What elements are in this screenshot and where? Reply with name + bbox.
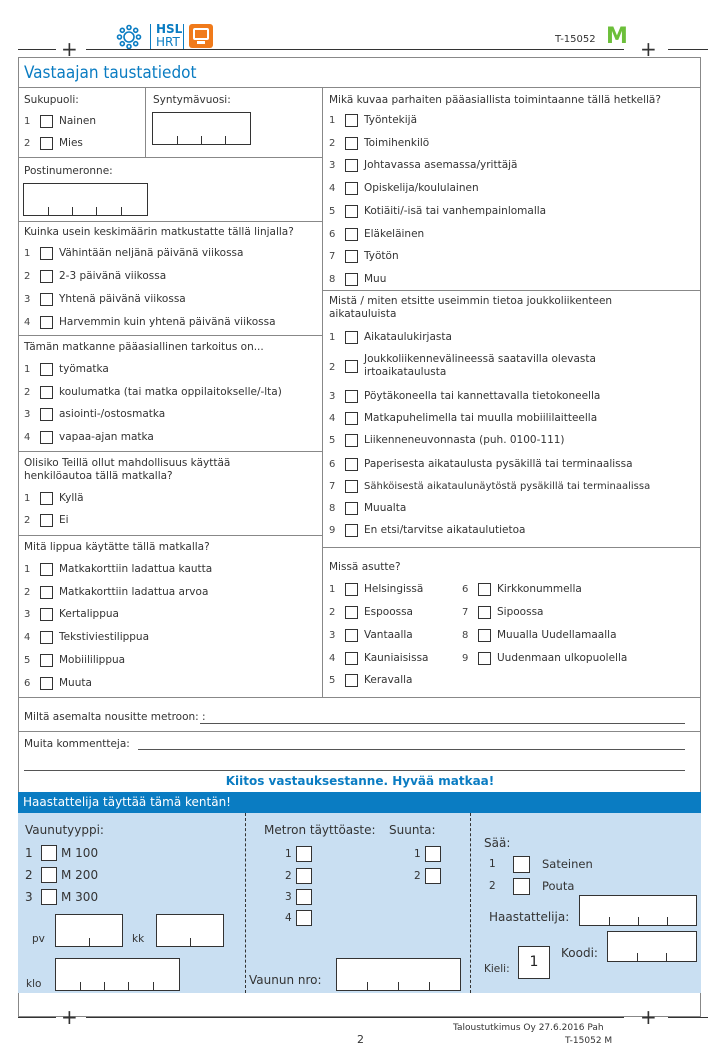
purpose-option-3[interactable]: 3 asiointi-/ostosmatka [24,408,166,420]
car-option-1[interactable]: 1 Kyllä [24,492,84,504]
checkbox[interactable] [345,629,358,642]
frequency-option-3[interactable]: 3 Yhtenä päivänä viikossa [24,293,186,305]
comments-input-line-2[interactable] [24,770,685,771]
checkbox[interactable] [40,386,53,399]
page-number: 2 [357,1033,364,1046]
checkbox[interactable] [345,137,358,150]
crop-mark: + [640,1005,657,1029]
checkbox[interactable] [345,674,358,687]
checkbox[interactable] [345,524,358,537]
activity-option-3[interactable]: 3 Johtavassa asemassa/yrittäjä [329,159,518,171]
weather-label: Sää: [484,836,511,850]
car-type-option-2[interactable]: 2 M 200 [25,868,99,882]
checkbox[interactable] [345,228,358,241]
activity-question: Mikä kuvaa parhaiten pääasiallista toimintaanne tällä hetkellä? [329,94,661,106]
station-label: Miltä asemalta nousitte metroon: : [24,711,206,723]
time-label: klo [26,978,42,990]
comments-label: Muita kommentteja: [24,738,130,750]
checkbox[interactable] [40,514,53,527]
info-option-7[interactable]: 7 Sähköisestä aikataulunäytöstä pysäkillä tai terminaalissa [329,480,651,492]
residence-option-6[interactable]: 6 Kirkkonummella [462,583,582,595]
day-input[interactable] [55,914,123,947]
checkbox[interactable] [40,608,53,621]
residence-option-9[interactable]: 9 Uudenmaan ulkopuolella [462,652,628,664]
checkbox[interactable] [40,677,53,690]
month-input[interactable] [156,914,224,947]
checkbox[interactable] [40,316,53,329]
car-question-line2: henkilöautoa tällä matkalla? [24,470,173,482]
checkbox[interactable] [345,434,358,447]
checkbox[interactable] [345,390,358,403]
gender-option-2[interactable]: 2 Mies [24,137,83,149]
metro-icon [189,24,213,48]
purpose-option-4[interactable]: 4 vapaa-ajan matka [24,431,154,443]
ticket-option-1[interactable]: 1 Matkakorttiin ladattua kautta [24,563,213,575]
checkbox[interactable] [345,412,358,425]
checkbox[interactable] [345,182,358,195]
checkbox[interactable] [40,431,53,444]
frequency-option-4[interactable]: 4 Harvemmin kuin yhtenä päivänä viikossa [24,316,276,328]
checkbox[interactable] [296,846,312,862]
language-input[interactable]: 1 [518,946,550,979]
weather-option-2[interactable]: 2 Pouta [489,879,575,893]
checkbox[interactable] [345,331,358,344]
car-type-option-1[interactable]: 1 M 100 [25,846,99,860]
footer-company: Taloustutkimus Oy 27.6.2016 Pah [453,1023,604,1033]
checkbox[interactable] [478,583,491,596]
info-option-8[interactable]: 8 Muualta [329,502,407,514]
time-input[interactable] [55,958,180,991]
car-number-label: Vaunun nro: [249,973,322,987]
crop-mark: + [61,1005,78,1029]
direction-option-2[interactable]: 2 [414,868,441,884]
gender-label: Sukupuoli: [24,94,79,106]
thanks-text: Kiitos vastauksestanne. Hyvää matkaa! [225,774,495,788]
birth-year-label: Syntymävuosi: [153,94,231,106]
station-input[interactable] [200,723,685,724]
ticket-option-4[interactable]: 4 Tekstiviestilippua [24,631,150,643]
checkbox[interactable] [478,629,491,642]
logo-text-hsl: HSL [156,22,183,36]
residence-option-7[interactable]: 7 Sipoossa [462,606,544,618]
activity-option-2[interactable]: 2 Toimihenkilö [329,137,430,149]
checkbox[interactable] [345,502,358,515]
checkbox[interactable] [345,205,358,218]
checkbox[interactable] [296,868,312,884]
activity-option-4[interactable]: 4 Opiskelija/koululainen [329,182,479,194]
occupancy-option-2[interactable]: 2 [285,868,312,884]
interviewer-label: Haastattelija: [489,910,570,924]
activity-option-7[interactable]: 7 Työtön [329,250,399,262]
car-type-option-3[interactable]: 3 M 300 [25,890,99,904]
gender-option-1[interactable]: 1 Nainen [24,115,96,127]
crop-mark: + [61,37,78,61]
car-type-label: Vaunutyyppi: [25,823,104,837]
checkbox[interactable] [345,114,358,127]
checkbox[interactable] [40,408,53,421]
checkbox[interactable] [40,293,53,306]
residence-option-3[interactable]: 3 Vantaalla [329,629,413,641]
purpose-question: Tämän matkanne pääasiallinen tarkoitus on... [24,341,264,353]
occupancy-label: Metron täyttöaste: [264,823,376,837]
checkbox[interactable] [296,910,312,926]
checkbox[interactable] [41,889,57,905]
crop-mark: + [640,37,657,61]
ticket-option-2[interactable]: 2 Matkakorttiin ladattua arvoa [24,586,209,598]
info-option-1[interactable]: 1 Aikataulukirjasta [329,331,452,343]
info-option-9[interactable]: 9 En etsi/tarvitse aikataulutietoa [329,524,526,536]
info-question-line2: aikatauluista [329,308,397,320]
checkbox[interactable] [40,137,53,150]
form-letter: M [606,24,628,49]
postal-input[interactable] [23,183,148,216]
frequency-option-1[interactable]: 1 Vähintään neljänä päivänä viikossa [24,247,244,259]
info-option-6[interactable]: 6 Paperisesta aikataulusta pysäkillä tai terminaalissa [329,458,633,470]
residence-option-4[interactable]: 4 Kauniaisissa [329,652,429,664]
checkbox[interactable] [345,652,358,665]
checkbox[interactable] [40,563,53,576]
logo-text-hrt: HRT [156,35,180,49]
checkbox[interactable] [40,363,53,376]
day-label: pv [32,933,45,945]
checkbox[interactable] [425,868,441,884]
checkbox[interactable] [513,878,530,895]
activity-option-1[interactable]: 1 Työntekijä [329,114,417,126]
car-question-line1: Olisiko Teillä ollut mahdollisuus käyttää [24,457,231,469]
occupancy-option-1[interactable]: 1 [285,846,312,862]
checkbox[interactable] [40,115,53,128]
purpose-option-2[interactable]: 2 koulumatka (tai matka oppilaitokselle/-lta) [24,386,282,398]
activity-option-5[interactable]: 5 Kotiäiti/-isä tai vanhempainlomalla [329,205,547,217]
frequency-question: Kuinka usein keskimäärin matkustatte tällä linjalla? [24,226,294,238]
occupancy-option-3[interactable]: 3 [285,889,312,905]
info-option-3[interactable]: 3 Pöytäkoneella tai kannettavalla tietokoneella [329,390,601,402]
comments-input-line-1[interactable] [138,749,685,750]
checkbox[interactable] [345,250,358,263]
postal-label: Postinumeronne: [24,165,113,177]
checkbox[interactable] [40,586,53,599]
checkbox[interactable] [345,606,358,619]
checkbox[interactable] [40,631,53,644]
direction-label: Suunta: [389,823,436,837]
form-code: T-15052 [555,34,596,45]
activity-option-6[interactable]: 6 Eläkeläinen [329,228,425,240]
checkbox[interactable] [345,480,358,493]
ticket-question: Mitä lippua käytätte tällä matkalla? [24,541,210,553]
page-title: Vastaajan taustatiedot [24,63,197,83]
occupancy-option-4[interactable]: 4 [285,910,312,926]
car-option-2[interactable]: 2 Ei [24,514,69,526]
info-option-4[interactable]: 4 Matkapuhelimella tai muulla mobiililaitteella [329,412,598,424]
checkbox[interactable] [513,856,530,873]
birth-year-input[interactable] [152,112,251,145]
checkbox[interactable] [345,159,358,172]
sun-icon [116,24,142,50]
hsl-logo [116,22,236,52]
checkbox[interactable] [345,273,358,286]
checkbox[interactable] [41,845,57,861]
language-label: Kieli: [484,963,510,975]
interviewer-header: Haastattelija täyttää tämä kentän! [18,792,701,813]
checkbox[interactable] [345,360,358,373]
car-number-input[interactable] [336,958,461,991]
checkbox[interactable] [296,889,312,905]
code-label: Koodi: [561,946,598,960]
checkbox[interactable] [40,654,53,667]
direction-option-1[interactable]: 1 [414,846,441,862]
checkbox[interactable] [41,867,57,883]
purpose-option-1[interactable]: 1 työmatka [24,363,109,375]
checkbox[interactable] [478,606,491,619]
code-input[interactable] [607,931,697,962]
checkbox[interactable] [40,247,53,260]
checkbox[interactable] [478,652,491,665]
month-label: kk [132,933,145,945]
residence-option-2[interactable]: 2 Espoossa [329,606,413,618]
ticket-option-5[interactable]: 5 Mobiililippua [24,654,126,666]
checkbox[interactable] [40,270,53,283]
ticket-option-3[interactable]: 3 Kertalippua [24,608,119,620]
info-option-5[interactable]: 5 Liikenneneuvonnasta (puh. 0100-111) [329,434,565,446]
interviewer-input[interactable] [579,895,697,926]
residence-option-1[interactable]: 1 Helsingissä [329,583,424,595]
checkbox[interactable] [40,492,53,505]
info-question-line1: Mistä / miten etsitte useimmin tietoa joukkoliikenteen [329,295,613,307]
checkbox[interactable] [345,583,358,596]
activity-option-8[interactable]: 8 Muu [329,273,387,285]
footer-code: T-15052 M [565,1036,613,1046]
ticket-option-6[interactable]: 6 Muuta [24,677,92,689]
info-option-2[interactable]: 2 Joukkoliikennevälineessä saatavilla olevasta irtoaikataulusta [329,353,596,378]
residence-question: Missä asutte? [329,561,401,573]
checkbox[interactable] [425,846,441,862]
residence-option-8[interactable]: 8 Muualla Uudellamaalla [462,629,617,641]
frequency-option-2[interactable]: 2 2-3 päivänä viikossa [24,270,167,282]
checkbox[interactable] [345,458,358,471]
weather-option-1[interactable]: 1 Sateinen [489,857,593,871]
residence-option-5[interactable]: 5 Keravalla [329,674,413,686]
